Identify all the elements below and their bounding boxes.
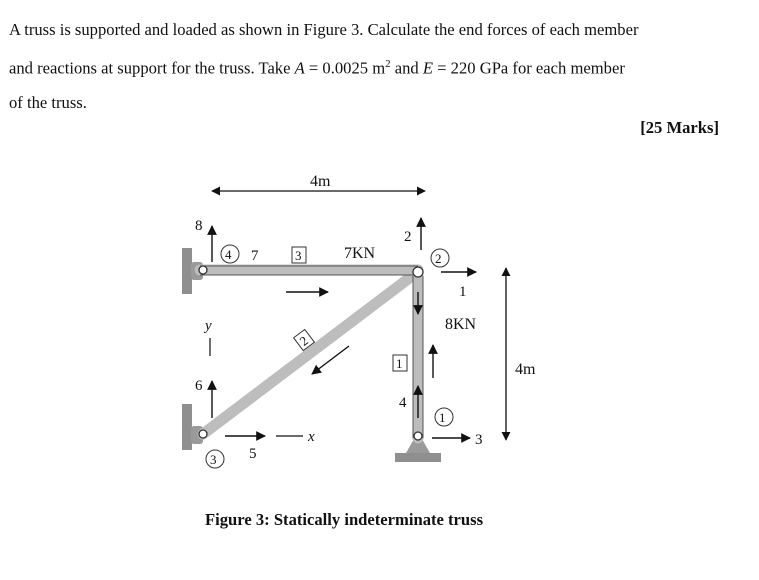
- variable-a: A: [294, 58, 305, 78]
- member-1-label: 1: [396, 356, 403, 371]
- pin-node-1: [414, 432, 422, 440]
- load-horizontal-label: 7KN: [344, 245, 376, 262]
- dof-1-label: 1: [459, 284, 467, 300]
- dof-4-label: 4: [399, 395, 407, 411]
- figure-caption: Figure 3: Statically indeterminate truss: [205, 510, 484, 529]
- member-3-label: 3: [295, 248, 302, 263]
- node-1-label: 1: [439, 410, 446, 425]
- dof-8-label: 8: [195, 218, 203, 234]
- problem-line-2-start: and reactions at support for the truss. Take: [9, 58, 295, 78]
- pin-node-3: [199, 430, 207, 438]
- and-text: and: [390, 58, 423, 78]
- area-exponent: 2: [385, 58, 391, 70]
- area-value: = 0.0025 m: [304, 58, 386, 78]
- dimension-top-label: 4m: [310, 173, 331, 190]
- wall-support-node-3: [182, 404, 203, 450]
- problem-line-3: of the truss.: [9, 92, 87, 112]
- dof-6-label: 6: [195, 378, 203, 394]
- modulus-value: = 220 GPa for each member: [433, 58, 625, 78]
- axis-x-label: x: [308, 429, 315, 445]
- dof-7-label: 7: [251, 248, 259, 264]
- pin-node-4: [199, 266, 207, 274]
- node-2-label: 2: [435, 251, 442, 266]
- dof-2-label: 2: [404, 229, 412, 245]
- node-4-label: 4: [225, 247, 232, 262]
- node-3-label: 3: [210, 452, 217, 467]
- dof-5-label: 5: [249, 446, 257, 462]
- member-2-label: 2: [296, 332, 311, 349]
- axis-y-label: y: [205, 318, 212, 334]
- variable-e: E: [422, 58, 434, 78]
- marks-label: [25 Marks]: [640, 118, 719, 137]
- problem-line-1: A truss is supported and loaded as shown in Figure 3. Calculate the end forces of each member: [9, 20, 639, 39]
- load-vertical-label: 8KN: [445, 316, 477, 333]
- member-2: [203, 276, 412, 434]
- dof-3-label: 3: [475, 432, 483, 448]
- pin-node-2: [413, 267, 423, 277]
- dimension-right-label: 4m: [515, 361, 536, 378]
